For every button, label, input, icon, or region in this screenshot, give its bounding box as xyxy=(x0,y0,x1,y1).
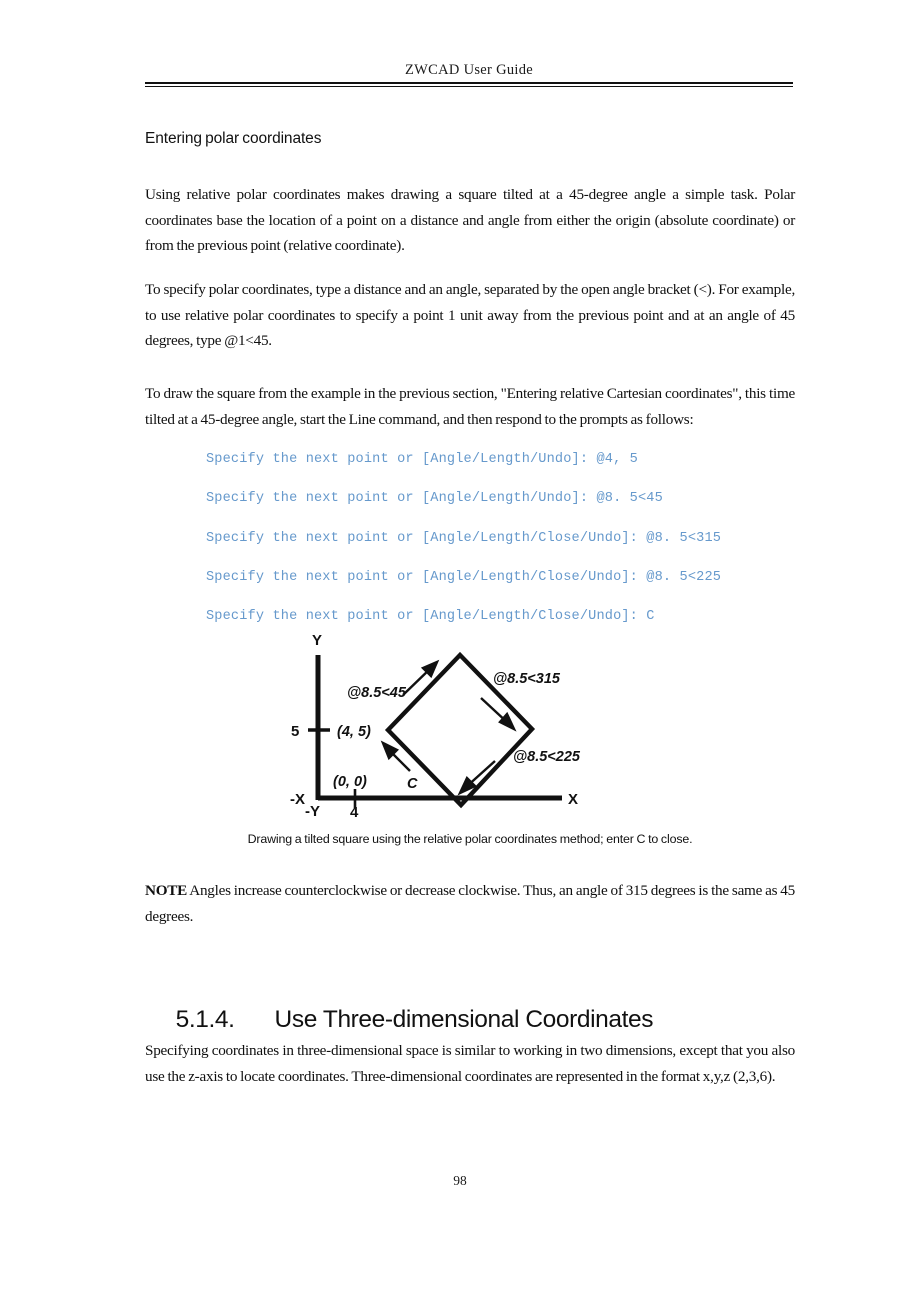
edge-label-8point5-225: @8.5<225 xyxy=(513,749,580,765)
page-header xyxy=(145,62,793,87)
section-number: 5.1.4. xyxy=(175,1006,235,1033)
paragraph-polar-intro: Using relative polar coordinates makes drawing a square tilted at a 45-degree angle a simple task. Polar coordinates base the location of a point on a distance and angle from either the origin (absolute coordinate) or from the previous point (relative coordinate). xyxy=(145,186,795,254)
paragraph-draw-square-wrap xyxy=(145,381,795,432)
note-label: NOTE xyxy=(145,882,188,899)
axis-label-y-positive: Y xyxy=(312,632,323,649)
sub-heading-entering-polar-coordinates: Entering polar coordinates xyxy=(145,130,322,147)
tick-label-y-five: 5 xyxy=(291,723,300,740)
point-label-origin: (0, 0) xyxy=(333,774,367,790)
axis-label-y-negative: -Y xyxy=(305,803,320,820)
figure-tilted-square-diagram xyxy=(285,628,615,820)
section-title: Use Three-dimensional Coordinates xyxy=(274,1006,654,1033)
paragraph-specify-polar-wrap xyxy=(145,277,795,354)
header-title: ZWCAD User Guide xyxy=(404,62,534,78)
edge-label-8point5-45: @8.5<45 xyxy=(347,685,406,701)
note-paragraph xyxy=(145,878,795,929)
figure-caption: Drawing a tilted square using the relative polar coordinates method; enter C to close. xyxy=(247,832,693,846)
command-prompt-line: Specify the next point or [Angle/Length/Close/Undo]: @8. 5<225 xyxy=(206,569,722,585)
edge-label-8point5-315: @8.5<315 xyxy=(493,671,560,687)
header-divider-rule xyxy=(145,82,793,87)
command-prompt-line: Specify the next point or [Angle/Length/Undo]: @4, 5 xyxy=(206,452,638,467)
tick-label-x-four: 4 xyxy=(350,804,359,820)
note-text: Angles increase counterclockwise or decrease clockwise. Thus, an angle of 315 degrees is the same as 45 degrees. xyxy=(145,882,795,925)
page-number: 98 xyxy=(453,1173,467,1188)
paragraph-polar-intro-wrap xyxy=(145,182,795,259)
paragraph-specify-polar: To specify polar coordinates, type a distance and an angle, separated by the open angle bracket (<). For example, to use relative polar coordinates to specify a point 1 unit away from the previous point and at an angle of 45 degrees, type @1<45. xyxy=(145,281,795,349)
command-prompt-line: Specify the next point or [Angle/Length/Close/Undo]: @8. 5<315 xyxy=(206,530,722,546)
command-prompt-block xyxy=(206,440,806,636)
axis-label-x-negative: -X xyxy=(290,791,305,808)
paragraph-draw-square: To draw the square from the example in the previous section, "Entering relative Cartesian coordinates", this time tilted at a 45-degree angle, start the Line command, and then respond to the prompts as follows: xyxy=(145,385,795,428)
point-label-start: (4, 5) xyxy=(337,724,371,740)
paragraph-three-dimensional-wrap xyxy=(145,1038,795,1089)
note-block xyxy=(145,878,795,929)
edge-label-close: C xyxy=(407,776,418,792)
command-prompt-line: Specify the next point or [Angle/Length/Close/Undo]: C xyxy=(206,609,655,625)
axis-label-x-positive: X xyxy=(568,791,579,808)
paragraph-three-dimensional: Specifying coordinates in three-dimensional space is similar to working in two dimensions, except that you also use the z-axis to locate coordinates. Three-dimensional coordinates are represented in the format x,y,z (2,3,6). xyxy=(145,1042,795,1085)
command-prompt-line: Specify the next point or [Angle/Length/Undo]: @8. 5<45 xyxy=(206,491,663,507)
